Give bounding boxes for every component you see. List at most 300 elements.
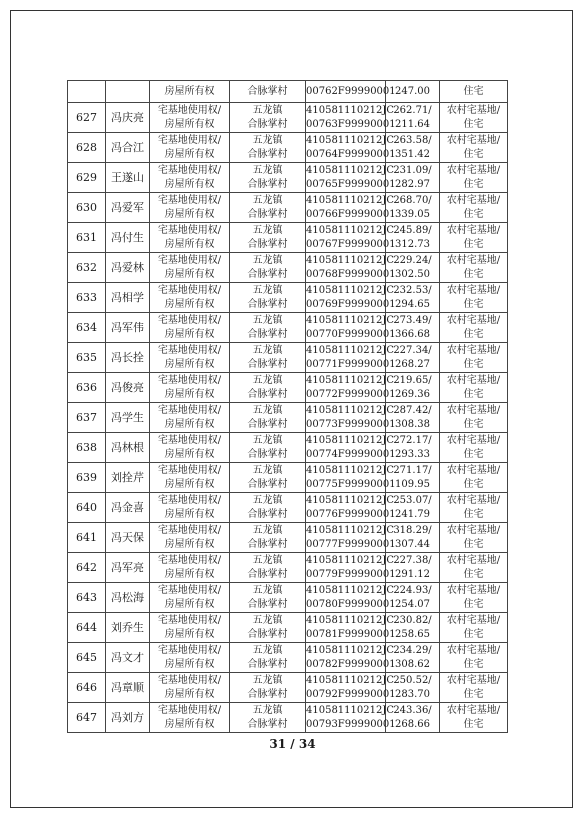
usage-line-2: 住宅 — [463, 538, 484, 550]
location-line-1: 五龙镇 — [252, 104, 283, 116]
usage-line-1: 农村宅基地/ — [446, 614, 501, 626]
usage-line-1: 农村宅基地/ — [446, 344, 501, 356]
usage-line-1: 农村宅基地/ — [446, 434, 501, 446]
name-cell: 刘拴芹 — [106, 463, 150, 493]
area-line-2: 294.65 — [395, 298, 430, 310]
table-row — [68, 223, 508, 253]
right-type-line-2: 房屋所有权 — [164, 688, 215, 700]
usage-line-2: 住宅 — [463, 688, 484, 700]
code-line-1: 410581110212JC — [306, 464, 395, 476]
code-cell — [306, 643, 396, 673]
location-line-2: 合脉掌村 — [247, 718, 288, 730]
row-number-cell: 641 — [68, 523, 106, 553]
table-row — [68, 103, 508, 133]
table-row — [68, 253, 508, 283]
location-line-1: 五龙镇 — [252, 194, 283, 206]
row-number-cell: 627 — [68, 103, 106, 133]
code-cell — [306, 583, 396, 613]
location-line-1: 五龙镇 — [252, 224, 283, 236]
right-type-cell — [150, 193, 230, 223]
usage-cell — [440, 583, 508, 613]
code-cell — [306, 613, 396, 643]
usage-cell — [440, 613, 508, 643]
right-type-cell — [150, 493, 230, 523]
code-line-2: 00766F99990001 — [306, 208, 396, 220]
code-line-1: 410581110212JC — [306, 644, 395, 656]
usage-line-1: 农村宅基地/ — [446, 524, 501, 536]
usage-line-1: 农村宅基地/ — [446, 224, 501, 236]
right-type-line-2: 房屋所有权 — [164, 598, 215, 610]
location-line-2: 合脉掌村 — [247, 508, 288, 520]
location-cell — [230, 523, 306, 553]
code-cell — [306, 553, 396, 583]
code-line-1: 410581110212JC — [306, 584, 395, 596]
usage-line-2: 住宅 — [463, 298, 484, 310]
right-type-cell — [150, 673, 230, 703]
code-cell — [306, 403, 396, 433]
right-type-line-2: 房屋所有权 — [164, 328, 215, 340]
code-cell — [306, 103, 396, 133]
right-type-line-1: 宅基地使用权/ — [157, 614, 222, 626]
right-type-line-2: 房屋所有权 — [164, 538, 215, 550]
code-line-2: 00771F99990001 — [306, 358, 396, 370]
area-line-2: 258.65 — [395, 628, 430, 640]
registry-table — [67, 80, 508, 733]
code-line-2: 00769F99990001 — [306, 298, 396, 310]
right-type-line-2: 房屋所有权 — [164, 178, 215, 190]
table-row — [68, 403, 508, 433]
location-line-2: 合脉掌村 — [247, 178, 288, 190]
location-cell — [230, 313, 306, 343]
name-cell: 冯爱军 — [106, 193, 150, 223]
usage-cell — [440, 163, 508, 193]
right-type-line-1: 宅基地使用权/ — [157, 554, 222, 566]
table-row — [68, 613, 508, 643]
usage-cell — [440, 493, 508, 523]
right-type-line-1: 宅基地使用权/ — [157, 164, 222, 176]
usage-line-1: 农村宅基地/ — [446, 194, 501, 206]
right-type-cell — [150, 403, 230, 433]
name-cell: 冯天保 — [106, 523, 150, 553]
usage-line-2: 住宅 — [463, 178, 484, 190]
location-cell — [230, 133, 306, 163]
location-line-2: 合脉掌村 — [247, 208, 288, 220]
name-cell: 冯林根 — [106, 433, 150, 463]
area-line-1: 253.07/ — [393, 494, 432, 506]
usage-line-2: 住宅 — [463, 148, 484, 160]
row-number-cell: 644 — [68, 613, 106, 643]
area-line-1: 245.89/ — [393, 224, 432, 236]
row-number-cell: 632 — [68, 253, 106, 283]
location-cell — [230, 583, 306, 613]
usage-line-2: 住宅 — [463, 238, 484, 250]
location-line-1: 五龙镇 — [252, 494, 283, 506]
location-line-1: 五龙镇 — [252, 284, 283, 296]
code-line-1: 410581110212JC — [306, 554, 395, 566]
area-line-1: 219.65/ — [393, 374, 432, 386]
right-type-line-1: 宅基地使用权/ — [157, 434, 222, 446]
location-line-1: 五龙镇 — [252, 374, 283, 386]
usage-line-1: 农村宅基地/ — [446, 284, 501, 296]
right-type-line-2: 房屋所有权 — [164, 658, 215, 670]
area-line-2: 366.68 — [395, 328, 430, 340]
name-cell: 冯相学 — [106, 283, 150, 313]
right-type-cell — [150, 313, 230, 343]
table-row — [68, 373, 508, 403]
usage-line-1: 农村宅基地/ — [446, 584, 501, 596]
right-type-line-1: 宅基地使用权/ — [157, 524, 222, 536]
code-line-2: 00776F99990001 — [306, 508, 396, 520]
name-cell: 冯刘方 — [106, 703, 150, 733]
right-type-cell — [150, 253, 230, 283]
right-type-line-2: 房屋所有权 — [164, 508, 215, 520]
name-cell: 冯学生 — [106, 403, 150, 433]
row-number-cell: 639 — [68, 463, 106, 493]
area-line-1: 227.38/ — [393, 554, 432, 566]
code-line-2: 00782F99990001 — [306, 658, 396, 670]
location-line-2: 合脉掌村 — [247, 568, 288, 580]
right-type-line-1: 宅基地使用权/ — [157, 284, 222, 296]
location-cell — [230, 613, 306, 643]
name-cell: 冯金喜 — [106, 493, 150, 523]
area-line-2: 291.12 — [395, 568, 430, 580]
table-row — [68, 583, 508, 613]
usage-line-1: 农村宅基地/ — [446, 104, 501, 116]
location-cell — [230, 493, 306, 523]
location-line-1: 五龙镇 — [252, 464, 283, 476]
right-type-line-2: 房屋所有权 — [164, 298, 215, 310]
right-type-line-1: 宅基地使用权/ — [157, 344, 222, 356]
usage-line-1: 农村宅基地/ — [446, 374, 501, 386]
location-cell — [230, 403, 306, 433]
right-type-line-2: 房屋所有权 — [164, 268, 215, 280]
location-line-2: 合脉掌村 — [247, 418, 288, 430]
area-line-2: 308.38 — [395, 418, 430, 430]
location-cell — [230, 373, 306, 403]
location-cell — [230, 283, 306, 313]
table-row — [68, 553, 508, 583]
row-number-cell: 635 — [68, 343, 106, 373]
table-row — [68, 343, 508, 373]
code-line-1: 410581110212JC — [306, 494, 395, 506]
row-number-cell: 636 — [68, 373, 106, 403]
right-type-line-2: 房屋所有权 — [164, 118, 215, 130]
location-cell — [230, 253, 306, 283]
usage-cell — [440, 193, 508, 223]
area-line-1: 250.52/ — [393, 674, 432, 686]
location-line-1: 五龙镇 — [252, 404, 283, 416]
name-cell: 冯合江 — [106, 133, 150, 163]
location-cell — [230, 193, 306, 223]
code-line-2: 00770F99990001 — [306, 328, 396, 340]
usage-cell — [440, 373, 508, 403]
usage-line-2: 住宅 — [463, 388, 484, 400]
area-line-2: 254.07 — [395, 598, 430, 610]
code-line-1: 410581110212JC — [306, 284, 395, 296]
row-number-cell: 642 — [68, 553, 106, 583]
code-line-2: 00792F99990001 — [306, 688, 396, 700]
code-line-2: 00793F99990001 — [306, 718, 396, 730]
right-type-cell — [150, 163, 230, 193]
name-cell: 王遂山 — [106, 163, 150, 193]
name-cell: 冯庆亮 — [106, 103, 150, 133]
area-line-2: 268.27 — [395, 358, 430, 370]
location-line-1: 五龙镇 — [252, 164, 283, 176]
area-line-1: 287.42/ — [393, 404, 432, 416]
usage-line-1: 农村宅基地/ — [446, 404, 501, 416]
right-type-line-2: 房屋所有权 — [164, 448, 215, 460]
usage-cell — [440, 223, 508, 253]
right-type-cell: 房屋所有权 — [150, 81, 230, 103]
location-line-2: 合脉掌村 — [247, 688, 288, 700]
right-type-line-2: 房屋所有权 — [164, 208, 215, 220]
usage-cell — [440, 283, 508, 313]
name-cell: 冯付生 — [106, 223, 150, 253]
location-cell — [230, 463, 306, 493]
location-line-2: 合脉掌村 — [247, 478, 288, 490]
right-type-line-2: 房屋所有权 — [164, 718, 215, 730]
location-line-1: 五龙镇 — [252, 584, 283, 596]
table-row — [68, 523, 508, 553]
location-cell — [230, 433, 306, 463]
page-number: 31 / 34 — [269, 737, 316, 751]
registry-table-body — [68, 81, 508, 733]
location-line-2: 合脉掌村 — [247, 628, 288, 640]
name-cell — [106, 81, 150, 103]
right-type-cell — [150, 223, 230, 253]
usage-line-2: 住宅 — [463, 418, 484, 430]
location-line-2: 合脉掌村 — [247, 238, 288, 250]
code-line-1: 410581110212JC — [306, 224, 395, 236]
usage-cell — [440, 313, 508, 343]
usage-line-2: 住宅 — [463, 118, 484, 130]
row-number-cell: 634 — [68, 313, 106, 343]
location-line-1: 五龙镇 — [252, 644, 283, 656]
table-row — [68, 673, 508, 703]
usage-line-2: 住宅 — [463, 448, 484, 460]
location-line-2: 合脉掌村 — [247, 358, 288, 370]
area-line-2: 241.79 — [395, 508, 430, 520]
code-line-1: 410581110212JC — [306, 674, 395, 686]
location-line-2: 合脉掌村 — [247, 658, 288, 670]
right-type-cell — [150, 433, 230, 463]
usage-cell — [440, 673, 508, 703]
code-line-1: 410581110212JC — [306, 704, 395, 716]
location-cell: 合脉掌村 — [230, 81, 306, 103]
code-line-1: 410581110212JC — [306, 524, 395, 536]
code-line-2: 00768F99990001 — [306, 268, 396, 280]
area-line-2: 269.36 — [395, 388, 430, 400]
row-number-cell: 638 — [68, 433, 106, 463]
code-line-1: 410581110212JC — [306, 164, 395, 176]
right-type-line-1: 宅基地使用权/ — [157, 464, 222, 476]
code-line-2: 00763F99990001 — [306, 118, 396, 130]
area-line-1: 273.49/ — [393, 314, 432, 326]
code-line-1: 410581110212JC — [306, 614, 395, 626]
name-cell: 冯文才 — [106, 643, 150, 673]
name-cell: 冯军亮 — [106, 553, 150, 583]
location-cell — [230, 673, 306, 703]
area-line-1: 272.17/ — [393, 434, 432, 446]
code-line-2: 00774F99990001 — [306, 448, 396, 460]
usage-cell — [440, 343, 508, 373]
code-line-2: 00780F99990001 — [306, 598, 396, 610]
code-cell — [306, 463, 396, 493]
right-type-cell — [150, 553, 230, 583]
usage-line-1: 农村宅基地/ — [446, 644, 501, 656]
table-row — [68, 433, 508, 463]
right-type-line-1: 宅基地使用权/ — [157, 314, 222, 326]
row-number-cell: 643 — [68, 583, 106, 613]
code-line-2: 00775F99990001 — [306, 478, 396, 490]
code-cell — [306, 133, 396, 163]
area-line-1: 227.34/ — [393, 344, 432, 356]
code-line-2: 00772F99990001 — [306, 388, 396, 400]
table-row — [68, 643, 508, 673]
area-line-1: 231.09/ — [393, 164, 432, 176]
usage-cell — [440, 703, 508, 733]
area-line-2: 268.66 — [395, 718, 430, 730]
usage-cell — [440, 523, 508, 553]
row-number-cell: 630 — [68, 193, 106, 223]
location-line-2: 合脉掌村 — [247, 538, 288, 550]
location-line-2: 合脉掌村 — [247, 328, 288, 340]
location-line-1: 五龙镇 — [252, 704, 283, 716]
right-type-cell — [150, 283, 230, 313]
name-cell: 刘乔生 — [106, 613, 150, 643]
usage-line-2: 住宅 — [463, 358, 484, 370]
area-line-1: 263.58/ — [393, 134, 432, 146]
area-line-2: 351.42 — [395, 148, 430, 160]
right-type-cell — [150, 103, 230, 133]
right-type-line-1: 宅基地使用权/ — [157, 104, 222, 116]
name-cell: 冯长拴 — [106, 343, 150, 373]
code-cell — [306, 523, 396, 553]
area-line-1: 243.36/ — [393, 704, 432, 716]
area-line-1: 318.29/ — [393, 524, 432, 536]
area-line-2: 339.05 — [395, 208, 430, 220]
code-line-1: 410581110212JC — [306, 254, 395, 266]
right-type-line-2: 房屋所有权 — [164, 568, 215, 580]
table-row — [68, 133, 508, 163]
right-type-line-2: 房屋所有权 — [164, 628, 215, 640]
code-cell — [306, 373, 396, 403]
row-number-cell: 637 — [68, 403, 106, 433]
table-row — [68, 313, 508, 343]
right-type-line-1: 宅基地使用权/ — [157, 584, 222, 596]
location-line-1: 五龙镇 — [252, 134, 283, 146]
usage-line-2: 住宅 — [463, 328, 484, 340]
code-line-1: 410581110212JC — [306, 134, 395, 146]
usage-cell — [440, 103, 508, 133]
location-cell — [230, 553, 306, 583]
name-cell: 冯松海 — [106, 583, 150, 613]
location-line-1: 五龙镇 — [252, 614, 283, 626]
usage-cell — [440, 553, 508, 583]
code-line-2: 00765F99990001 — [306, 178, 396, 190]
usage-cell — [440, 643, 508, 673]
location-cell — [230, 643, 306, 673]
location-line-1: 五龙镇 — [252, 554, 283, 566]
table-row — [68, 283, 508, 313]
right-type-cell — [150, 133, 230, 163]
usage-line-1: 农村宅基地/ — [446, 674, 501, 686]
code-cell — [306, 163, 396, 193]
location-line-1: 五龙镇 — [252, 674, 283, 686]
row-number-cell: 633 — [68, 283, 106, 313]
area-line-2: 282.97 — [395, 178, 430, 190]
code-cell — [306, 673, 396, 703]
usage-cell — [440, 463, 508, 493]
area-line-2: 312.73 — [395, 238, 430, 250]
code-line-1: 410581110212JC — [306, 314, 395, 326]
usage-line-1: 农村宅基地/ — [446, 554, 501, 566]
usage-line-1: 农村宅基地/ — [446, 464, 501, 476]
row-number-cell: 640 — [68, 493, 106, 523]
right-type-line-1: 宅基地使用权/ — [157, 494, 222, 506]
location-line-1: 五龙镇 — [252, 314, 283, 326]
right-type-line-1: 宅基地使用权/ — [157, 704, 222, 716]
code-line-1: 410581110212JC — [306, 404, 395, 416]
row-number-cell: 628 — [68, 133, 106, 163]
table-row-continued — [68, 81, 508, 103]
code-line-1: 410581110212JC — [306, 344, 395, 356]
usage-line-1: 农村宅基地/ — [446, 254, 501, 266]
area-cell: 247.00 — [386, 81, 440, 103]
right-type-cell — [150, 703, 230, 733]
right-type-cell — [150, 523, 230, 553]
usage-line-2: 住宅 — [463, 628, 484, 640]
area-line-2: 307.44 — [395, 538, 430, 550]
location-cell — [230, 163, 306, 193]
usage-line-2: 住宅 — [463, 268, 484, 280]
right-type-cell — [150, 583, 230, 613]
usage-cell — [440, 433, 508, 463]
right-type-cell — [150, 643, 230, 673]
row-number-cell — [68, 81, 106, 103]
code-cell — [306, 433, 396, 463]
location-line-2: 合脉掌村 — [247, 448, 288, 460]
area-line-1: 262.71/ — [393, 104, 432, 116]
name-cell: 冯章顺 — [106, 673, 150, 703]
right-type-line-1: 宅基地使用权/ — [157, 194, 222, 206]
area-line-1: 232.53/ — [393, 284, 432, 296]
code-cell: 00762F99990001 — [306, 81, 386, 103]
location-line-1: 五龙镇 — [252, 524, 283, 536]
row-number-cell: 631 — [68, 223, 106, 253]
code-cell — [306, 283, 396, 313]
row-number-cell: 645 — [68, 643, 106, 673]
location-cell — [230, 343, 306, 373]
area-line-1: 268.70/ — [393, 194, 432, 206]
right-type-line-2: 房屋所有权 — [164, 388, 215, 400]
usage-cell: 住宅 — [440, 81, 508, 103]
code-line-2: 00777F99990001 — [306, 538, 396, 550]
right-type-line-2: 房屋所有权 — [164, 148, 215, 160]
right-type-line-1: 宅基地使用权/ — [157, 404, 222, 416]
area-line-2: 283.70 — [395, 688, 430, 700]
code-line-1: 410581110212JC — [306, 434, 395, 446]
right-type-cell — [150, 463, 230, 493]
right-type-line-2: 房屋所有权 — [164, 418, 215, 430]
location-line-2: 合脉掌村 — [247, 388, 288, 400]
location-line-2: 合脉掌村 — [247, 598, 288, 610]
row-number-cell: 647 — [68, 703, 106, 733]
usage-line-2: 住宅 — [463, 508, 484, 520]
area-line-1: 234.29/ — [393, 644, 432, 656]
location-line-1: 五龙镇 — [252, 344, 283, 356]
usage-cell — [440, 253, 508, 283]
